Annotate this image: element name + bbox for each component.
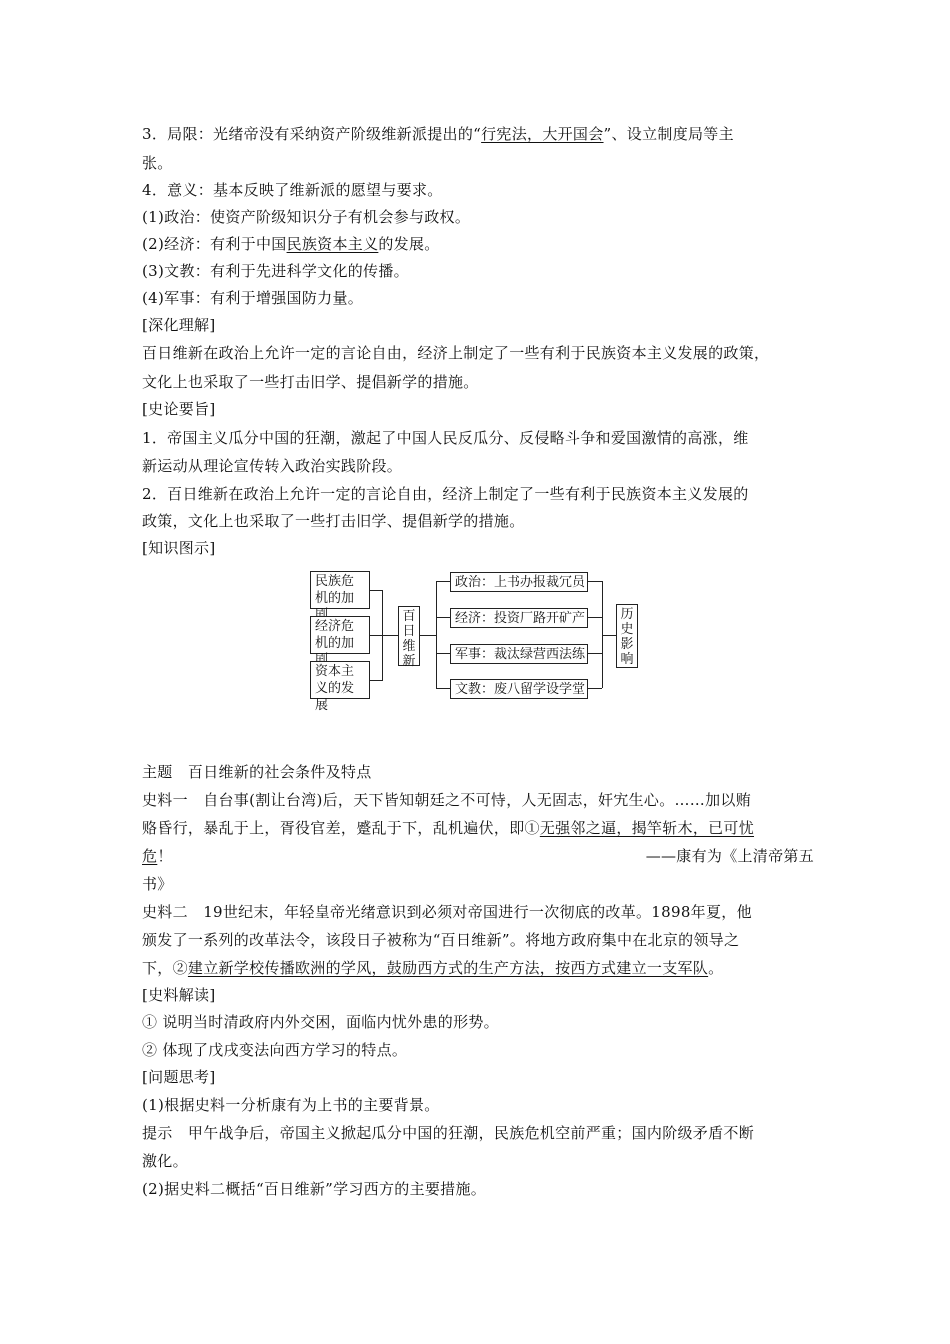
- text-line: 激化。: [142, 1152, 188, 1170]
- text-line: 政策，文化上也采取了一些打击旧学、提倡新学的措施。: [142, 512, 525, 530]
- text-line: (2)经济：有利于中国民族资本主义的发展。: [142, 235, 440, 253]
- text-line: 史料二 19世纪末，年轻皇帝光绪意识到必须对帝国进行一次彻底的改革。1898年夏，他: [142, 903, 752, 921]
- text-line: (4)军事：有利于增强国防力量。: [142, 289, 364, 307]
- section-heading: [史料解读]: [142, 986, 216, 1004]
- text-line: 赂昏行，暴乱于上，胥役官差，蹙乱于下，乱机遍伏，即①无强邻之逼，揭竿斩木，已可忧: [142, 819, 755, 837]
- measure-box: 军事：裁汰绿营西法练: [450, 644, 588, 664]
- text-line: 1．帝国主义瓜分中国的狂潮，激起了中国人民反瓜分、反侵略斗争和爱国激情的高涨，维: [142, 429, 749, 447]
- text-line: ① 说明当时清政府内外交困，面临内忧外患的形势。: [142, 1013, 499, 1031]
- underlined-text: 无强邻之逼，揭竿斩木，已可忧: [539, 819, 755, 837]
- text-line: 3．局限：光绪帝没有采纳资产阶级维新派提出的“行宪法，大开国会”、设立制度局等主: [142, 125, 734, 143]
- text-line: (3)文教：有利于先进科学文化的传播。: [142, 262, 409, 280]
- section-heading: [史论要旨]: [142, 400, 216, 418]
- section-heading: [知识图示]: [142, 539, 216, 557]
- text-line: 下，②建立新学校传播欧洲的学风，鼓励西方式的生产方法，按西方式建立一支军队。: [142, 959, 724, 977]
- underlined-text: 危: [142, 847, 158, 865]
- cause-box: 资本主义的发展: [310, 661, 370, 699]
- text-line: 新运动从理论宣传转入政治实践阶段。: [142, 457, 403, 475]
- text-line: (1)政治：使资产阶级知识分子有机会参与政权。: [142, 208, 471, 226]
- measure-box: 政治：上书办报裁冗员: [450, 572, 588, 592]
- text-line: 提示 甲午战争后，帝国主义掀起瓜分中国的狂潮，民族危机空前严重；国内阶级矛盾不断: [142, 1124, 755, 1142]
- knowledge-diagram: [300, 566, 660, 713]
- text-line: 4．意义：基本反映了维新派的愿望与要求。: [142, 181, 443, 199]
- cause-box: 经济危机的加: [310, 616, 370, 654]
- text-line: 危！ ——康有为《上清帝第五: [142, 847, 814, 865]
- text-line: 颁发了一系列的改革法令，该段日子被称为“百日维新”。将地方政府集中在北京的领导之: [142, 931, 740, 949]
- underlined-text: 行宪法，大开国会: [481, 125, 604, 143]
- text-line: 书》: [142, 875, 173, 893]
- cause-box: 民族危机的加: [310, 571, 370, 609]
- citation: ——康有为《上清帝第五: [645, 847, 814, 865]
- underlined-text: 民族资本主义: [286, 235, 379, 253]
- text-line: 史料一 自台事(割让台湾)后，天下皆知朝廷之不可恃，人无固志，奸宄生心。……加以贿: [142, 791, 752, 809]
- result-box: 历史影响: [616, 604, 638, 668]
- text-line: 2．百日维新在政治上允许一定的言论自由，经济上制定了一些有利于民族资本主义发展的: [142, 485, 749, 503]
- measure-box: 经济：投资厂路开矿产: [450, 608, 588, 628]
- text-line: 张。: [142, 154, 173, 172]
- underlined-text: 建立新学校传播欧洲的学风，鼓励西方式的生产方法，按西方式建立一支军队: [187, 959, 709, 977]
- section-heading: [问题思考]: [142, 1068, 216, 1086]
- topic-heading: 主题 百日维新的社会条件及特点: [142, 763, 372, 781]
- text-line: 百日维新在政治上允许一定的言论自由，经济上制定了一些有利于民族资本主义发展的政策，: [142, 344, 770, 362]
- section-heading: [深化理解]: [142, 316, 216, 334]
- text-line: (2)据史料二概括“百日维新”学习西方的主要措施。: [142, 1180, 487, 1198]
- text-line: (1)根据史料一分析康有为上书的主要背景。: [142, 1096, 440, 1114]
- text-line: 文化上也采取了一些打击旧学、提倡新学的措施。: [142, 373, 479, 391]
- text-line: ② 体现了戊戌变法向西方学习的特点。: [142, 1041, 408, 1059]
- center-box: 百日维新: [398, 606, 420, 666]
- measure-box: 文教：废八留学设学堂: [450, 679, 588, 699]
